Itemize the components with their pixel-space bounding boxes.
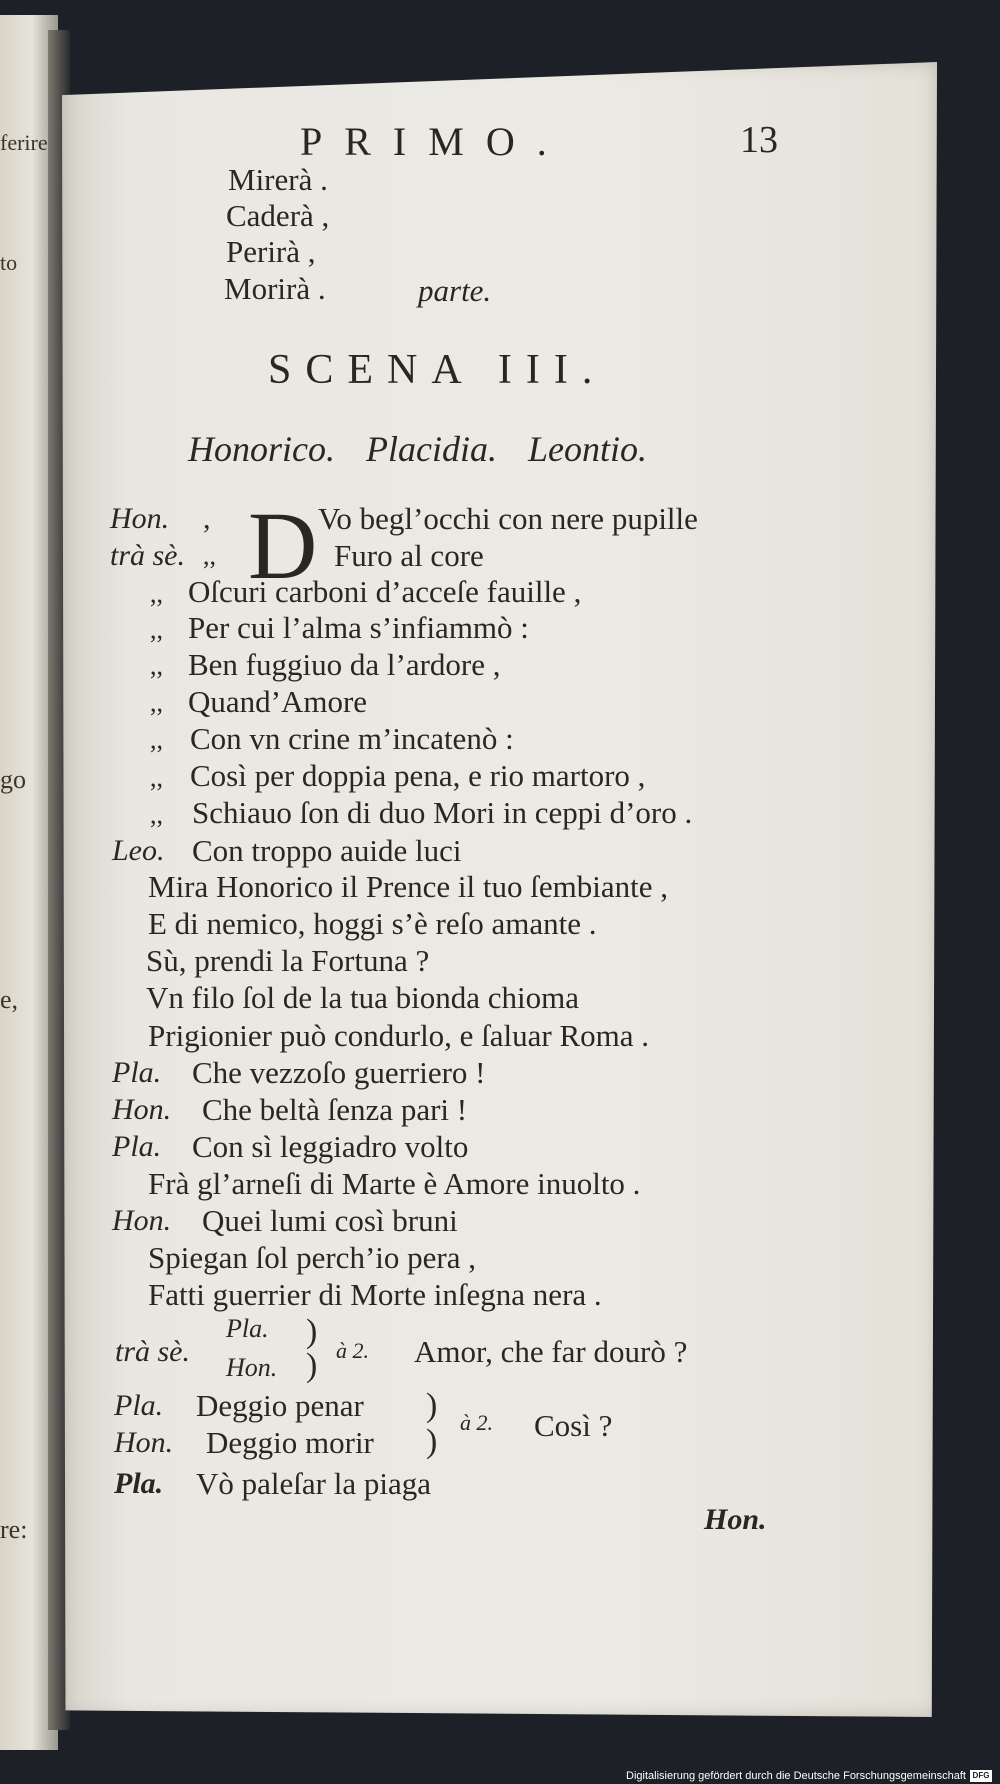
left-page-fragment: ferire bbox=[0, 130, 48, 155]
speaker-label: Hon. bbox=[226, 1353, 278, 1382]
dialogue-line: Mira Honorico il Prence il tuo ſembiante , bbox=[148, 869, 668, 904]
dialogue-line: Frà gl’arneſi di Marte è Amore inuolto . bbox=[148, 1166, 641, 1201]
credit-text: Digitalisierung gefördert durch die Deutsche Forschungsgemeinschaft bbox=[626, 1770, 966, 1782]
verse-line: Morirà . bbox=[224, 271, 326, 306]
dialogue-line: Con troppo auide luci bbox=[192, 833, 462, 868]
speaker-label: Hon. bbox=[112, 1204, 172, 1237]
dialogue-line: Sù, prendi la Fortuna ? bbox=[146, 943, 430, 978]
dialogue-line: Così ? bbox=[534, 1408, 613, 1443]
dialogue-line: Che vezzoſo guerriero ! bbox=[192, 1055, 486, 1090]
aside-label: trà sè. bbox=[110, 539, 185, 572]
dialogue-line: Vn filo ſol de la tua bionda chioma bbox=[146, 980, 580, 1015]
dialogue-line: Deggio penar bbox=[196, 1388, 364, 1423]
dfg-logo: DFG bbox=[970, 1770, 992, 1782]
dialogue-line: Con sì leggiadro volto bbox=[192, 1129, 469, 1164]
page-number: 13 bbox=[740, 119, 778, 161]
speaker-label: Hon. bbox=[114, 1426, 174, 1459]
dialogue-line: Amor, che far dourò ? bbox=[414, 1334, 688, 1369]
aside-label: trà sè. bbox=[115, 1335, 190, 1368]
brace-mark: ) bbox=[426, 1423, 438, 1460]
quote-mark: ,, bbox=[150, 800, 163, 829]
quote-mark: ,, bbox=[150, 579, 163, 608]
digitization-credit bbox=[626, 1770, 992, 1782]
speaker-label: Hon. bbox=[112, 1093, 172, 1126]
left-page-fragment: go bbox=[0, 765, 26, 794]
quote-mark: ,, bbox=[150, 615, 163, 644]
dialogue-line: Che beltà ſenza pari ! bbox=[202, 1092, 468, 1127]
left-page-fragment: e, bbox=[0, 985, 19, 1014]
speaker-label: Pla. bbox=[226, 1314, 269, 1343]
dialogue-line: Vò paleſar la piaga bbox=[196, 1466, 431, 1501]
speaker-label: Pla. bbox=[114, 1389, 164, 1422]
dialogue-line: Prigionier può condurlo, e ſaluar Roma . bbox=[148, 1018, 650, 1053]
speaker-label: Pla. bbox=[114, 1467, 164, 1500]
stage-direction: parte. bbox=[418, 273, 492, 308]
speaker-label: Hon. bbox=[110, 502, 170, 535]
aria-line: Oſcuri carboni d’acceſe fauille , bbox=[188, 574, 582, 609]
dialogue-line: Deggio morir bbox=[206, 1425, 374, 1460]
duet-marker: à 2. bbox=[460, 1410, 493, 1435]
bullet-mark: , bbox=[203, 502, 211, 535]
aria-line: Quand’Amore bbox=[188, 684, 368, 719]
quote-mark: ,, bbox=[150, 763, 163, 792]
duet-marker: à 2. bbox=[336, 1338, 369, 1363]
dialogue-line: E di nemico, hoggi s’è reſo amante . bbox=[148, 906, 597, 941]
verse-line: Furo al core bbox=[334, 538, 484, 573]
aria-line: Per cui l’alma s’infiammò : bbox=[188, 610, 529, 645]
verse-line: Caderà , bbox=[226, 198, 330, 233]
speaker-label: Pla. bbox=[112, 1130, 162, 1163]
aria-line: Con vn crine m’incatenò : bbox=[190, 721, 514, 756]
aria-line: Così per doppia pena, e rio martoro , bbox=[190, 758, 646, 793]
quote-mark: ,, bbox=[150, 725, 163, 754]
brace-mark: ) bbox=[306, 1347, 318, 1384]
quote-mark: ,, bbox=[150, 651, 163, 680]
character-list: Honorico. Placidia. Leontio. bbox=[188, 429, 647, 469]
verse-line: Perirà , bbox=[226, 234, 316, 269]
running-head: PRIMO. bbox=[300, 119, 569, 164]
speaker-label: Leo. bbox=[112, 834, 165, 867]
dialogue-line: Spiegan ſol perch’io pera , bbox=[148, 1240, 476, 1275]
aria-line: Ben fuggiuo da l’ardore , bbox=[188, 647, 501, 682]
quote-mark: ,, bbox=[150, 688, 163, 717]
catchword: Hon. bbox=[704, 1503, 767, 1536]
dialogue-line: Quei lumi così bruni bbox=[202, 1203, 458, 1238]
brace-mark: ) bbox=[306, 1313, 318, 1350]
left-page-fragment: to bbox=[0, 250, 18, 275]
left-page-fragment: re: bbox=[0, 1515, 28, 1544]
aria-line: Schiauo ſon di duo Mori in ceppi d’oro . bbox=[192, 795, 693, 830]
drop-capital: D bbox=[248, 492, 318, 599]
verse-line: Mirerà . bbox=[228, 162, 328, 197]
dialogue-line: Fatti guerrier di Morte inſegna nera . bbox=[148, 1277, 602, 1312]
scene-title: SCENA III. bbox=[268, 347, 607, 393]
quote-mark: ,, bbox=[203, 541, 216, 570]
brace-mark: ) bbox=[426, 1387, 438, 1424]
speaker-label: Pla. bbox=[112, 1056, 162, 1089]
verse-line: Vo begl’occhi con nere pupille bbox=[318, 501, 698, 536]
